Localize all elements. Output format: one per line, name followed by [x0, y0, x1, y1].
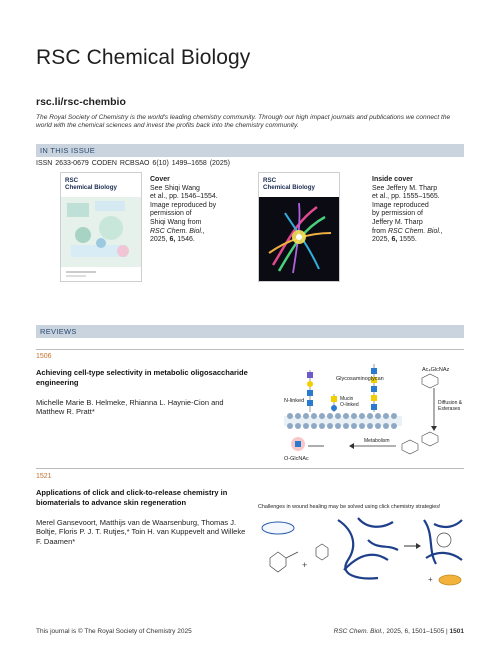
- footer-copyright: This journal is © The Royal Society of Chemistry 2025: [36, 628, 192, 635]
- inside-cover-line: et al., pp. 1555–1565.: [372, 193, 440, 201]
- inside-cover-caption: [372, 176, 452, 245]
- cover-line: Image reproduced by: [150, 201, 217, 209]
- inside-cover-label: Inside cover: [372, 176, 413, 183]
- figure-label-mucin: Mucin: [340, 396, 354, 402]
- inside-cover-line: by permission of: [372, 210, 423, 218]
- inside-cover-line: Jeffery M. Tharp: [372, 218, 423, 226]
- cover-line: permission of: [150, 210, 192, 218]
- cover-citation-volume: 6,: [169, 236, 176, 244]
- cover-image[interactable]: [60, 172, 142, 282]
- inside-cover-citation-year: 2025,: [372, 236, 390, 244]
- journal-title: RSC Chemical Biology: [36, 46, 251, 69]
- cover-line: Shiqi Wang from: [150, 218, 202, 226]
- inside-cover-line: Image reproduced: [372, 201, 429, 209]
- cover-caption: [150, 176, 220, 245]
- divider: [36, 468, 464, 469]
- inside-cover-citation-volume: 6,: [391, 236, 398, 244]
- plus-sign: +: [428, 575, 433, 584]
- figure-label-metabolism: Metabolism: [364, 438, 390, 444]
- article-authors: Michelle Marie B. Helmeke, Rhianna L. Haynie-Cion and Matthew R. Pratt*: [36, 398, 224, 417]
- reviews-bar: [36, 325, 464, 338]
- footer-page-number: 1501: [449, 628, 464, 635]
- figure-label-diffusion: Diffusion &: [438, 400, 463, 406]
- reviews-heading: REVIEWS: [40, 327, 77, 336]
- in-this-issue-bar: [36, 144, 464, 157]
- footer-volume-pages: 2025, 6, 1501–1505 |: [386, 628, 448, 635]
- article-graphical-abstract: [258, 500, 464, 588]
- journal-description: The Royal Society of Chemistry is the world's leading chemistry community. Through our high impact journals and publications we connect the world with the chemical sciences and invest the profits back into the chemistry community.: [36, 114, 451, 130]
- inside-cover-journal-label: Chemical Biology: [263, 184, 315, 191]
- article-authors: Merel Gansevoort, Matthijs van de Waarsenburg, Thomas J. Boltje, Floris P. J. T. Rutjes,* Toin H. van Kuppevelt and Willeke F. Daamen*: [36, 518, 246, 546]
- cover-journal-label: Chemical Biology: [65, 184, 117, 191]
- cover-illustration: [61, 173, 141, 281]
- inside-cover-citation-journal: RSC Chem. Biol.,: [387, 227, 443, 235]
- figure-label-o-glcnac: O-GlcNAc: [284, 456, 309, 462]
- cover-citation-year: 2025,: [150, 236, 168, 244]
- figure-label-o-linked: O-linked: [340, 402, 359, 408]
- issue-info: ISSN 2633-0679 CODEN RCBSAO 6(10) 1499–1658 (2025): [36, 160, 230, 167]
- inside-cover-line: See Jeffery M. Tharp: [372, 184, 438, 192]
- figure-label-glycosaminoglycan: Glycosaminoglycan: [336, 376, 384, 382]
- article-title-link[interactable]: Applications of click and click-to-release chemistry in biomaterials to advance skin regeneration: [36, 488, 228, 507]
- cover-journal-label: RSC: [65, 177, 79, 184]
- plus-sign: +: [302, 560, 308, 570]
- inside-cover-image[interactable]: [258, 172, 340, 282]
- footer-journal: RSC Chem. Biol.,: [333, 628, 385, 635]
- figure-label-esterases: Esterases: [438, 406, 461, 412]
- journal-url-link[interactable]: rsc.li/rsc-chembio: [36, 96, 126, 108]
- article-page-number: 1521: [36, 473, 52, 480]
- figure-label-n-linked: N-linked: [284, 398, 305, 404]
- cover-line: See Shiqi Wang: [150, 184, 200, 192]
- article-page-number: 1506: [36, 353, 52, 360]
- cover-label: Cover: [150, 176, 170, 183]
- inside-cover-journal-label: RSC: [263, 177, 277, 184]
- divider: [36, 349, 464, 350]
- cover-citation-journal: RSC Chem. Biol.,: [150, 227, 205, 235]
- figure-label-ac4glcnaz: Ac₄GlcNAz: [422, 367, 450, 373]
- inside-cover-line: from: [372, 227, 386, 235]
- inside-cover-citation-page: 1555.: [399, 236, 417, 244]
- article-graphical-abstract: [284, 364, 464, 464]
- in-this-issue-heading: IN THIS ISSUE: [40, 146, 96, 155]
- article-title-link[interactable]: Achieving cell-type selectivity in metabolic oligosaccharide engineering: [36, 368, 248, 387]
- cover-citation-page: 1546.: [177, 236, 195, 244]
- figure-caption: Challenges in wound healing may be solved using click chemistry strategies!: [258, 504, 441, 510]
- cover-line: et al., pp. 1546–1554.: [150, 193, 218, 201]
- footer-citation: [334, 628, 464, 635]
